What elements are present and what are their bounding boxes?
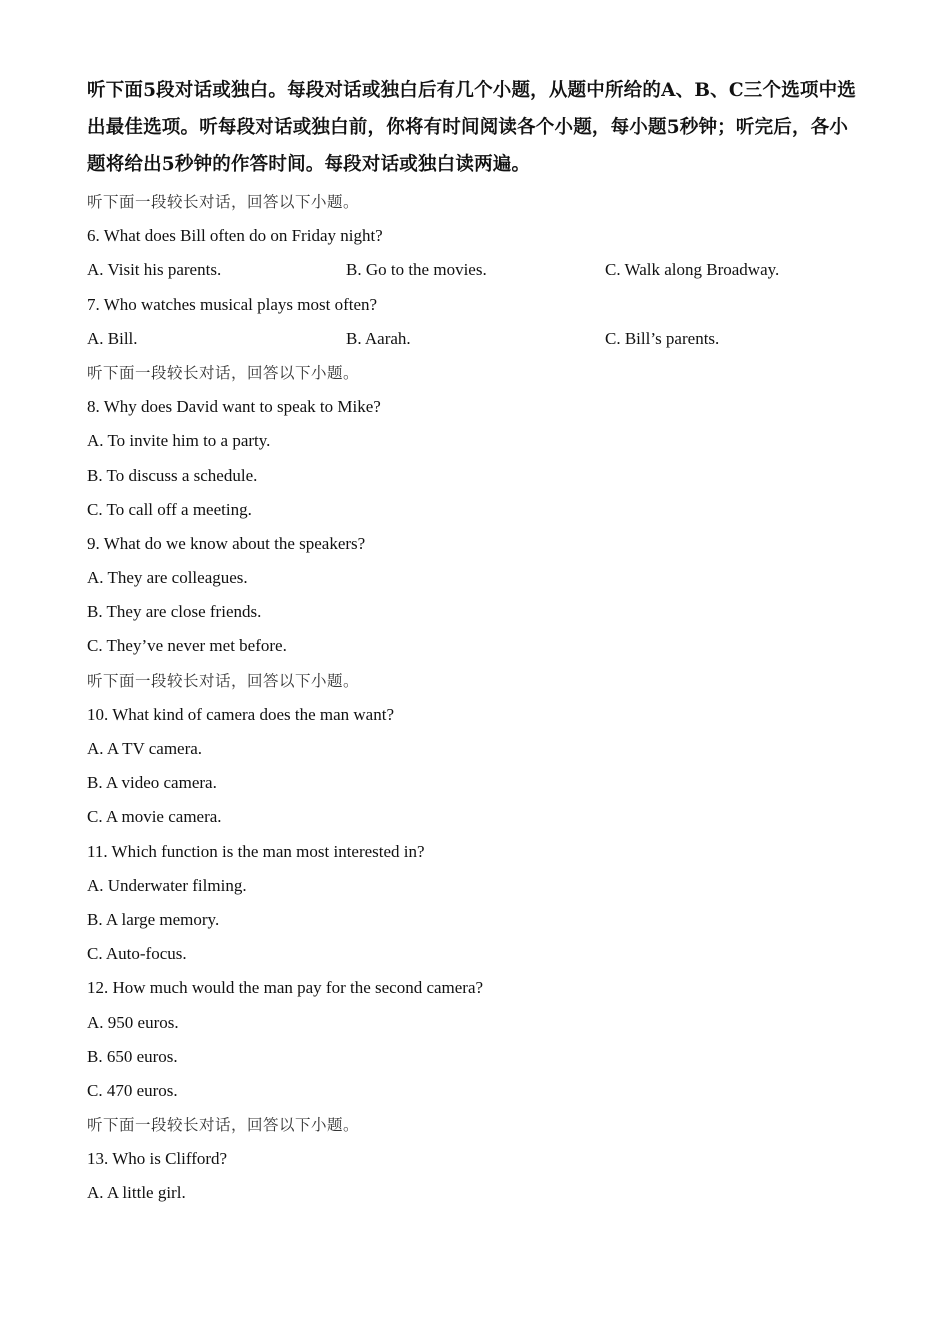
q6-option-c: C. Walk along Broadway. (605, 260, 780, 280)
q12-option-c: C. 470 euros. (87, 1080, 178, 1100)
question-10: 10. What kind of camera does the man want? (87, 704, 394, 724)
q7-option-a: A. Bill. (87, 328, 138, 348)
q6-option-b: B. Go to the movies. (346, 260, 487, 280)
q7-option-b: B. Aarah. (346, 328, 411, 348)
q13-option-a: A. A little girl. (87, 1183, 186, 1203)
q12-option-b: B. 650 euros. (87, 1046, 178, 1066)
question-8: 8. Why does David want to speak to Mike? (87, 397, 381, 417)
q9-option-b: B. They are close friends. (87, 602, 262, 622)
q7-option-c: C. Bill’s parents. (605, 328, 720, 348)
q8-option-c: C. To call off a meeting. (87, 499, 252, 519)
q6-options (87, 253, 862, 287)
exam-page (87, 72, 862, 1211)
question-12: 12. How much would the man pay for the second camera? (87, 978, 484, 998)
section-note: 听下面一段较长对话，回答以下小题。 (87, 363, 360, 382)
q10-option-b: B. A video camera. (87, 773, 217, 793)
q8-option-a: A. To invite him to a party. (87, 431, 271, 451)
q12-option-a: A. 950 euros. (87, 1012, 179, 1032)
question-9: 9. What do we know about the speakers? (87, 533, 366, 553)
question-7: 7. Who watches musical plays most often? (87, 294, 378, 314)
q6-option-a: A. Visit his parents. (87, 260, 222, 280)
q10-option-a: A. A TV camera. (87, 739, 203, 758)
q9-option-c: C. They’ve never met before. (87, 636, 287, 656)
question-6: 6. What does Bill often do on Friday night? (87, 226, 383, 246)
q10-option-c: C. A movie camera. (87, 807, 222, 827)
section-note: 听下面一段较长对话，回答以下小题。 (87, 1116, 360, 1135)
q11-option-a: A. Underwater filming. (87, 875, 247, 895)
q11-option-c: C. Auto-focus. (87, 944, 187, 964)
question-13: 13. Who is Clifford? (87, 1149, 228, 1169)
q9-option-a: A. They are colleagues. (87, 568, 248, 588)
section-note: 听下面一段较长对话，回答以下小题。 (87, 193, 360, 211)
listening-instructions: 听下面5段对话或独白。每段对话或独白后有几个小题，从题中所给的A、B、C三个选项中选出最佳选项。听每段对话或独白前，你将有时间阅读各个小题，每小题5秒钟；听完后，各小题将给出5秒钟的作答时间。每段对话或独白读两遍。 (87, 80, 856, 175)
q7-options (87, 322, 862, 356)
section-note: 听下面一段较长对话，回答以下小题。 (87, 671, 360, 690)
q8-option-b: B. To discuss a schedule. (87, 465, 258, 485)
question-11: 11. Which function is the man most interested in? (87, 841, 425, 861)
q11-option-b: B. A large memory. (87, 909, 220, 929)
